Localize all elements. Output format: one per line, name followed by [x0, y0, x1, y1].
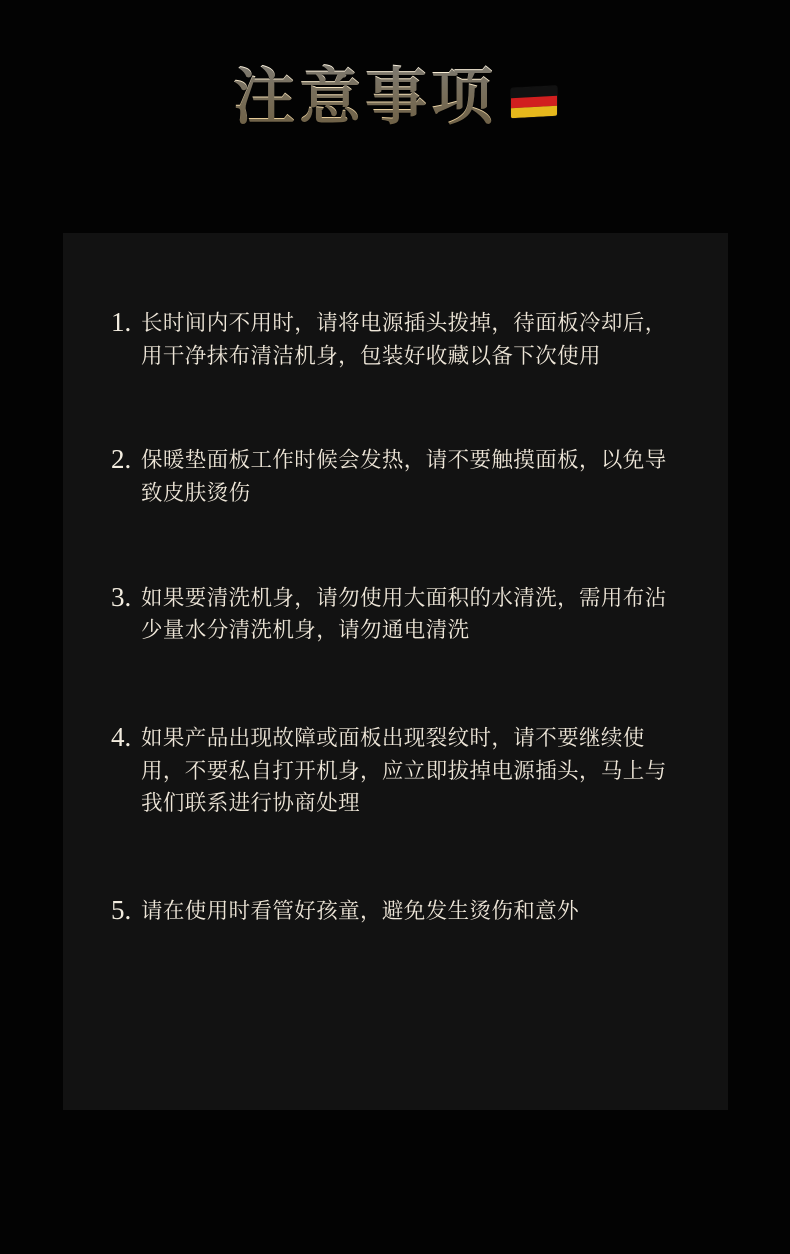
list-item — [111, 307, 686, 372]
list-item — [111, 444, 686, 509]
list-item-text: 请在使用时看管好孩童，避免发生烫伤和意外 — [141, 899, 580, 924]
list-item — [111, 582, 686, 647]
list-item-number: 5. — [111, 895, 132, 926]
list-item — [111, 722, 686, 820]
list-item-text: 如果要清洗机身，请勿使用大面积的水清洗，需用布沾少量水分清洗机身，请勿通电清洗 — [141, 585, 667, 643]
list-item-number: 2. — [111, 444, 132, 475]
german-flag-icon — [511, 85, 557, 117]
notice-panel — [63, 233, 728, 1110]
page-title-row — [0, 62, 790, 135]
list-item-number: 4. — [111, 722, 132, 753]
list-item-text: 保暖垫面板工作时候会发热，请不要触摸面板，以免导致皮肤烫伤 — [141, 448, 667, 506]
list-item-text: 长时间内不用时，请将电源插头拨掉，待面板冷却后，用干净抹布清洁机身，包装好收藏以备下次使用 — [141, 311, 667, 368]
list-item — [111, 895, 686, 928]
notice-list — [111, 307, 686, 928]
page-title: 注意事项 — [233, 62, 497, 135]
list-item-number: 1. — [111, 307, 132, 337]
list-item-number: 3. — [111, 581, 132, 612]
flag-stripe-gold — [511, 105, 557, 117]
list-item-text: 如果产品出现故障或面板出现裂纹时，请不要继续使用，不要私自打开机身，应立即拔掉电源插头，马上与我们联系进行协商处理 — [141, 726, 667, 816]
